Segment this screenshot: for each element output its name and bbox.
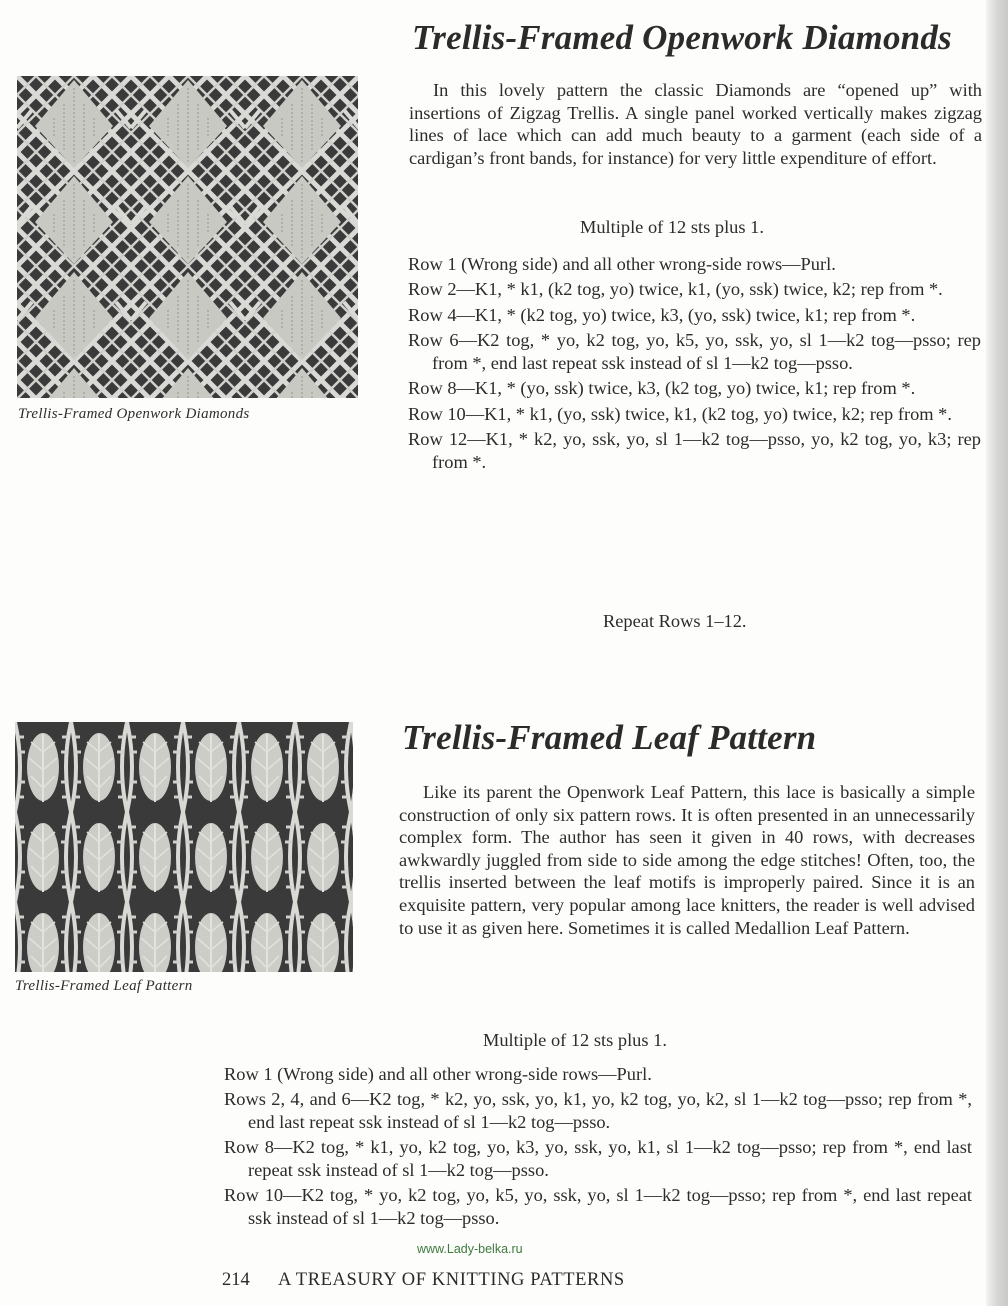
page-footer: [222, 1270, 625, 1291]
row-instructions: [224, 1063, 972, 1232]
instruction-row: Row 12—K1, * k2, yo, ssk, yo, sl 1—k2 tog—psso, yo, k2 tog, yo, k3; rep from *.: [408, 428, 981, 472]
pattern-title: Trellis-Framed Leaf Pattern: [402, 718, 817, 757]
photo-caption: Trellis-Framed Leaf Pattern: [15, 978, 193, 994]
photo-openwork-diamonds: [17, 76, 358, 398]
instruction-row: Row 1 (Wrong side) and all other wrong-side rows—Purl.: [408, 254, 836, 274]
row-instructions: [408, 253, 981, 476]
instruction-row: Row 10—K2 tog, * yo, k2 tog, yo, k5, yo, ssk, yo, sl 1—k2 tog—psso; rep from *, end last repeat ssk instead of sl 1—k2 tog—psso.: [224, 1185, 972, 1228]
instruction-row: Rows 2, 4, and 6—K2 tog, * k2, yo, ssk, yo, k1, yo, k2 tog, yo, k2, sl 1—k2 tog—psso; rep from *, end last repeat ssk instead of sl 1—k2 tog—psso.: [224, 1089, 972, 1132]
instruction-row: Row 2—K1, * k1, (k2 tog, yo) twice, k1, (yo, ssk) twice, k2; rep from *.: [408, 279, 943, 300]
instruction-row: Row 1 (Wrong side) and all other wrong-side rows—Purl.: [224, 1064, 652, 1084]
pattern-intro: Like its parent the Openwork Leaf Pattern, this lace is basically a simple construction of only six pattern rows. It is often presented in an unnecessarily complex form. The author has seen it given in 40 rows, with decreases awkwardly juggled from side to side among the edge stitches! Often, too, the trellis inserted between the leaf motifs is improperly paired. Since it is an exquisite pattern, very popular among lace knitters, the reader is well advised to use it as given here. Sometimes it is called Medallion Leaf Pattern.: [399, 782, 975, 938]
pattern-title: Trellis-Framed Openwork Diamonds: [412, 18, 952, 57]
instruction-row: Row 4—K1, * (k2 tog, yo) twice, k3, (yo, ssk) twice, k1; rep from *.: [408, 304, 916, 325]
photo-leaf-pattern: [15, 722, 353, 972]
knitted-lace-swatch-leaf-icon: [15, 722, 353, 972]
instruction-row: Row 10—K1, * k1, (yo, ssk) twice, k1, (k2 tog, yo) twice, k2; rep from *.: [408, 403, 952, 424]
watermark-link[interactable]: www.Lady-belka.ru: [417, 1242, 523, 1256]
stitch-multiple: Multiple of 12 sts plus 1.: [483, 1030, 667, 1050]
pattern-intro: In this lovely pattern the classic Diamonds are “opened up” with insertions of Zigzag Trellis. A single panel worked vertically makes zigzag lines of lace which can add much beauty to a garment (each side of a cardigan’s front bands, for instance) for very little expenditure of effort.: [409, 80, 982, 168]
repeat-note: Repeat Rows 1–12.: [603, 611, 747, 631]
instruction-row: Row 6—K2 tog, * yo, k2 tog, yo, k5, yo, ssk, yo, sl 1—k2 tog—psso; rep from *, end last repeat ssk instead of sl 1—k2 tog—psso.: [408, 330, 981, 373]
knitted-lace-swatch-diamonds-icon: [17, 76, 358, 398]
adjacent-page-edge: [986, 0, 1008, 1306]
page-number: 214: [222, 1270, 250, 1290]
photo-caption: Trellis-Framed Openwork Diamonds: [18, 406, 250, 422]
instruction-row: Row 8—K2 tog, * k1, yo, k2 tog, yo, k3, yo, ssk, yo, k1, sl 1—k2 tog—psso; rep from *, end last repeat ssk instead of sl 1—k2 tog—psso.: [224, 1137, 972, 1180]
instruction-row: Row 8—K1, * (yo, ssk) twice, k3, (k2 tog, yo) twice, k1; rep from *.: [408, 378, 916, 399]
book-title: A TREASURY OF KNITTING PATTERNS: [277, 1270, 625, 1290]
stitch-multiple: Multiple of 12 sts plus 1.: [580, 217, 764, 237]
